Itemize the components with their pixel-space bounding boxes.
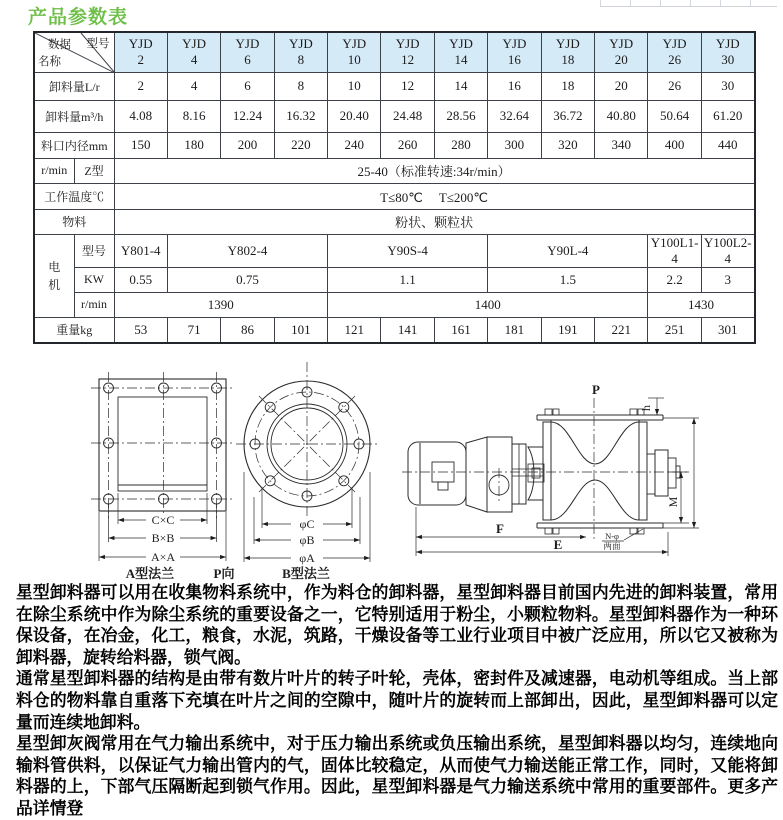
diagonal-corner-cell [34, 32, 114, 72]
table-cell: 16.32 [274, 100, 327, 132]
table-cell: 141 [381, 317, 434, 343]
dim-bxb: B×B [151, 531, 175, 545]
model-column-header: YJD 18 [541, 32, 594, 72]
table-cell: 26 [648, 72, 701, 100]
model-column-header: YJD 26 [648, 32, 701, 72]
cropped-table-fragment [600, 0, 777, 7]
corner-label-data: 数据 [48, 39, 71, 51]
table-cell: 180 [167, 132, 220, 158]
page-title: 产品参数表 [28, 7, 129, 28]
motor-group-label: 电机 [34, 234, 74, 317]
table-cell: 300 [488, 132, 541, 158]
table-cell: 0.55 [114, 267, 167, 292]
table-cell: 61.20 [701, 100, 754, 132]
model-column-header: YJD 14 [434, 32, 487, 72]
flange-b-drawing [236, 362, 379, 581]
table-cell: Y90L-4 [488, 234, 648, 267]
table-cell: 71 [167, 317, 220, 343]
table-cell: Y100L2-4 [701, 234, 754, 267]
label-n-phi: N-φ [605, 531, 619, 541]
product-parameter-table [33, 31, 756, 344]
table-cell: 251 [648, 317, 701, 343]
row-discharge-per-rev [34, 72, 755, 100]
model-column-header: YJD 16 [488, 32, 541, 72]
table-cell: 440 [701, 132, 754, 158]
row-label: r/min [74, 292, 114, 317]
table-cell: 8.16 [167, 100, 220, 132]
row-sublabel: Z型 [74, 158, 114, 183]
table-cell: 191 [541, 317, 594, 343]
table-cell: 0.75 [167, 267, 327, 292]
row-label: 物料 [34, 209, 114, 234]
label-e: E [553, 537, 563, 552]
row-port-diameter [34, 132, 755, 158]
row-label: 卸料量L/r [34, 72, 114, 100]
description-paragraph-3: 星型卸灰阀常用在气力输出系统中，对于压力输出系统或负压输出系统，星型卸料器以均匀，连续地向输料管供料，以保证气力输出管内的气，固体比较稳定，从而使气力输送能正常工作，同时，又能将卸料器的上，下部气压隔断起到锁气作用。因此，星型卸料器是气力输送系统中常用的重要部件。更多产品详情登 [16, 734, 778, 818]
model-column-header: YJD 4 [167, 32, 220, 72]
row-label: 重量kg [34, 317, 114, 343]
table-cell: 200 [221, 132, 274, 158]
model-column-header: YJD 30 [701, 32, 754, 72]
table-cell: 32.64 [488, 100, 541, 132]
corner-label-model: 型号 [86, 38, 110, 50]
table-cell: 121 [328, 317, 381, 343]
row-motor-model [34, 234, 755, 267]
row-label: 工作温度℃ [34, 183, 114, 209]
row-label: 卸料量m³/h [34, 100, 114, 132]
product-description [16, 582, 778, 820]
table-cell: 1430 [648, 292, 755, 317]
table-cell: 400 [648, 132, 701, 158]
table-cell: 101 [274, 317, 327, 343]
table-cell: 1400 [328, 292, 648, 317]
table-cell: 20.40 [328, 100, 381, 132]
table-cell: Y100L1-4 [648, 234, 701, 267]
row-label: r/min [34, 158, 74, 183]
table-cell: 28.56 [434, 100, 487, 132]
table-cell: 10 [328, 72, 381, 100]
row-discharge-per-hour [34, 100, 755, 132]
description-paragraph-1: 星型卸料器可以用在收集物料系统中，作为料仓的卸料器，星型卸料器目前国内先进的卸料装置，常用在除尘系统中作为除尘系统的重要设备之一，它特别适用于粉尘，小颗粒物料。星型卸料器作为一种环保设备，在冶金，化工，粮食，水泥，筑路，干燥设备等工业行业项目中被广泛应用，所以它又被称为卸料器，旋转给料器，锁气阀。 [16, 583, 778, 667]
row-label: KW [74, 267, 114, 292]
temperature-value: T≤80℃ T≤200℃ [114, 183, 755, 209]
material-value: 粉状、颗粒状 [114, 209, 755, 234]
table-cell: 50.64 [648, 100, 701, 132]
table-cell: 86 [221, 317, 274, 343]
table-cell: Y802-4 [167, 234, 327, 267]
table-cell: 161 [434, 317, 487, 343]
table-cell: 14 [434, 72, 487, 100]
row-working-temperature [34, 183, 755, 209]
dim-axa: A×A [150, 550, 176, 564]
model-column-header: YJD 6 [221, 32, 274, 72]
table-cell: 260 [381, 132, 434, 158]
table-cell: 30 [701, 72, 754, 100]
row-label: 料口内径mm [34, 132, 114, 158]
row-material [34, 209, 755, 234]
table-cell: 18 [541, 72, 594, 100]
label-p: P [592, 382, 600, 397]
side-view-drawing [402, 382, 699, 556]
table-cell: 301 [701, 317, 754, 343]
dim-phi-c: φC [299, 517, 315, 531]
table-cell: 6 [221, 72, 274, 100]
model-column-header: YJD 12 [381, 32, 434, 72]
table-cell: 4 [167, 72, 220, 100]
label-h: h [639, 405, 653, 411]
table-cell: 12.24 [221, 100, 274, 132]
model-column-header: YJD 8 [274, 32, 327, 72]
table-cell: 280 [434, 132, 487, 158]
row-weight [34, 317, 755, 343]
label-n-phi-note: 两面 [603, 541, 621, 551]
table-cell: Y801-4 [114, 234, 167, 267]
table-cell: 8 [274, 72, 327, 100]
table-cell: 220 [274, 132, 327, 158]
dim-cxc: C×C [151, 513, 175, 527]
table-cell: 24.48 [381, 100, 434, 132]
description-paragraph-2: 通常星型卸料器的结构是由带有数片叶片的转子叶轮，壳体，密封件及减速器，电动机等组成。当上部料仓的物料靠自重落下充填在叶片之间的空隙中，随叶片的旋转而上部卸出，因此，星型卸料器可以定量而连续地卸料。 [16, 669, 778, 732]
table-cell: 12 [381, 72, 434, 100]
table-cell: 20 [595, 72, 648, 100]
table-cell: 16 [488, 72, 541, 100]
speed-value: 25-40（标准转速:34r/min） [114, 158, 755, 183]
table-cell: 1.5 [488, 267, 648, 292]
table-cell: 2.2 [648, 267, 701, 292]
label-m: M [666, 496, 680, 508]
model-column-header: YJD 20 [595, 32, 648, 72]
table-cell: 53 [114, 317, 167, 343]
flange-b-caption: B型法兰 [282, 566, 330, 581]
dim-phi-b: φB [299, 533, 315, 547]
table-cell: 36.72 [541, 100, 594, 132]
table-cell: Y90S-4 [328, 234, 488, 267]
table-cell: 1.1 [328, 267, 488, 292]
row-motor-power [34, 267, 755, 292]
table-cell: 340 [595, 132, 648, 158]
flange-a-caption: A型法兰 [125, 566, 175, 581]
table-cell: 181 [488, 317, 541, 343]
table-cell: 2 [114, 72, 167, 100]
table-header-row [34, 32, 755, 72]
row-label: 型号 [74, 234, 114, 267]
table-cell: 40.80 [595, 100, 648, 132]
flange-a-drawing [91, 372, 234, 581]
row-motor-speed [34, 292, 755, 317]
table-cell: 320 [541, 132, 594, 158]
table-cell: 240 [328, 132, 381, 158]
corner-label-name: 名称 [38, 55, 61, 68]
table-cell: 1390 [114, 292, 328, 317]
table-cell: 3 [701, 267, 754, 292]
dim-phi-a: φA [299, 551, 315, 565]
table-cell: 4.08 [114, 100, 167, 132]
view-p-label: P向 [213, 566, 235, 581]
row-rotation-speed [34, 158, 755, 183]
model-column-header: YJD 10 [328, 32, 381, 72]
table-cell: 150 [114, 132, 167, 158]
label-f: F [496, 521, 504, 536]
technical-drawings [0, 352, 783, 584]
model-column-header: YJD 2 [114, 32, 167, 72]
table-cell: 221 [595, 317, 648, 343]
